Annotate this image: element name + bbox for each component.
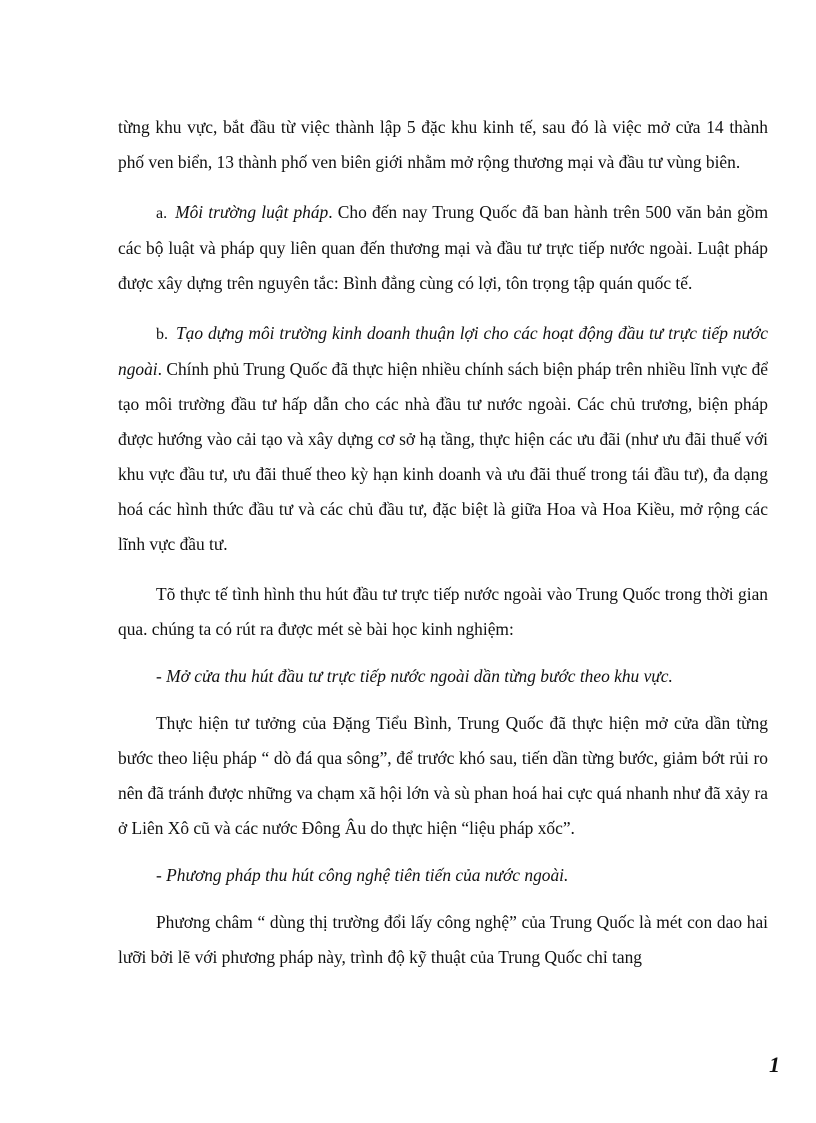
list-marker-a: a. <box>156 205 168 222</box>
list-marker-b: b. <box>156 326 168 343</box>
lesson-heading-opening: - Mở cửa thu hút đầu tư trực tiếp nước ngoài dần từng bước theo khu vực. <box>156 666 673 686</box>
legal-environment-heading: Môi trường luật pháp <box>175 202 329 222</box>
document-body <box>118 110 768 975</box>
business-environment-text: . Chính phủ Trung Quốc đã thực hiện nhiều chính sách biện pháp trên nhiều lĩnh vực để tạo môi trường đầu tư hấp dẫn cho các nhà đầu tư nước ngoài. Các chủ trương, biện pháp được hướng vào cải tạo và xây dựng cơ sở hạ tầng, thực hiện các ưu đãi (như ưu đãi thuế với khu vực đầu tư, ưu đãi thuế theo kỳ hạn kinh doanh và ưu đãi thuế trong tái đầu tư), đa dạng hoá các hình thức đầu tư và các chủ đầu tư, đặc biệt là giữa Hoa và Hoa Kiều, mở rộng các lĩnh vực đầu tư. <box>118 359 768 554</box>
paragraph-legal-environment <box>118 195 768 301</box>
paragraph-lessons-intro: Tõ thực tế tình hình thu hút đầu tư trực tiếp nước ngoài vào Trung Quốc trong thời gian qua. chúng ta có rút ra được mét sè bài học kinh nghiệm: <box>118 584 768 639</box>
page-number: 1 <box>769 1052 780 1077</box>
paragraph-business-environment <box>118 316 768 562</box>
paragraph-technology: Phương châm “ dùng thị trường đổi lấy công nghệ” của Trung Quốc là mét con dao hai lưỡi bởi lẽ với phương pháp này, trình độ kỹ thuật của Trung Quốc chỉ tang <box>118 912 768 967</box>
legal-environment-text: . Cho đến nay Trung Quốc đã ban hành trên 500 văn bản gồm các bộ luật và pháp quy liên quan đến thương mại và đầu tư trực tiếp nước ngoài. Luật pháp được xây dựng trên nguyên tắc: Bình đẳng cùng có lợi, tôn trọng tập quán quốc tế. <box>118 202 769 293</box>
lesson-heading-technology: - Phương pháp thu hút công nghệ tiên tiến của nước ngoài. <box>156 865 569 885</box>
business-environment-heading: Tạo dựng môi trường kinh doanh thuận lợi cho các hoạt động đầu tư trực tiếp nước ngoài <box>118 323 768 379</box>
paragraph-opening-gradually: Thực hiện tư tưởng của Đặng Tiểu Bình, Trung Quốc đã thực hiện mở cửa dần từng bước theo liệu pháp “ dò đá qua sông”, để trước khó sau, tiến dần từng bước, giảm bớt rủi ro nên đã tránh được những va chạm xã hội lớn và sù phan hoá hai cực quá nhanh như đã xảy ra ở Liên Xô cũ và các nước Đông Âu do thực hiện “liệu pháp xốc”. <box>118 713 768 838</box>
paragraph-continuation: từng khu vực, bắt đầu từ việc thành lập 5 đặc khu kinh tế, sau đó là việc mở cửa 14 thành phố ven biển, 13 thành phố ven biên giới nhằm mở rộng thương mại và đầu tư vùng biên. <box>118 117 768 172</box>
